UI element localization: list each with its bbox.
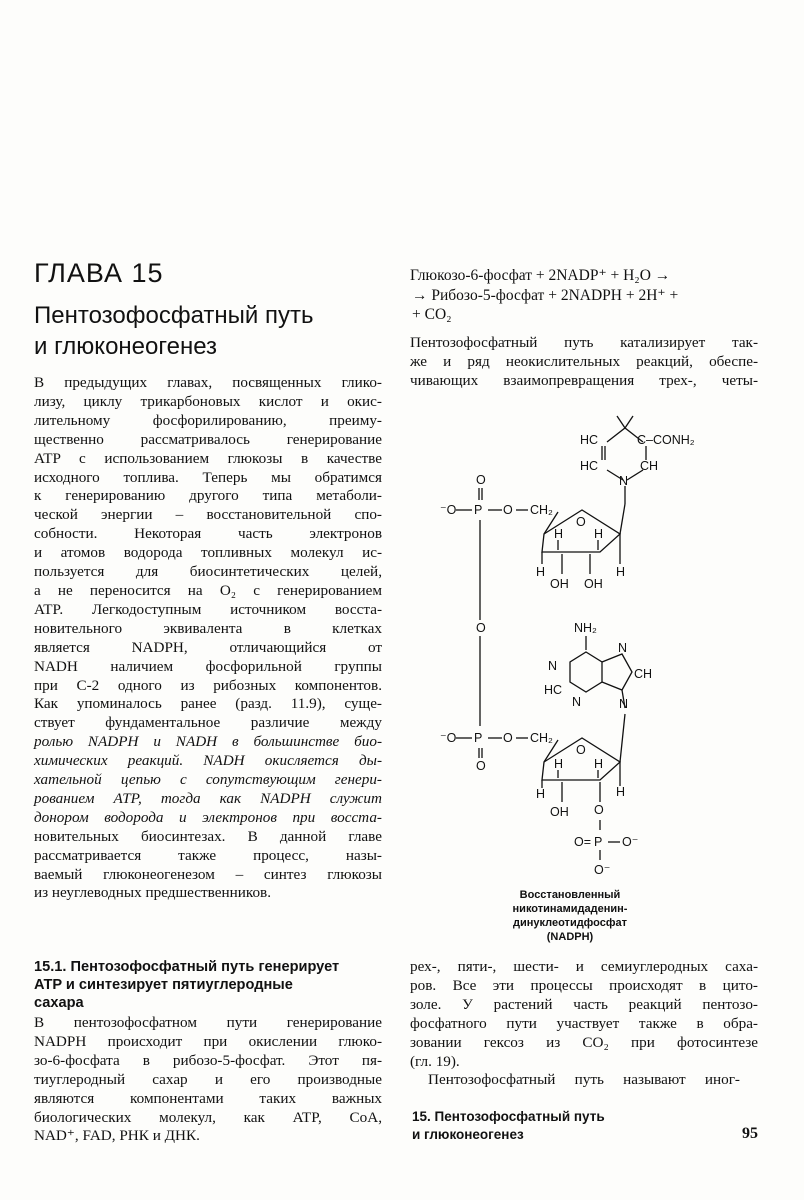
label-p: P	[474, 503, 483, 517]
text-line: В пентозофосфатном пути генерирование	[34, 1014, 382, 1031]
section-paragraph	[34, 1014, 382, 1146]
caption-line: никотинамидаденин-	[512, 903, 628, 915]
text-line: В предыдущих главах, посвященных глико-	[34, 374, 382, 391]
label-h: H	[536, 787, 546, 801]
text-line: рех-, пяти-, шести- и семиуглеродных саха-	[410, 958, 758, 975]
label-oh: OH	[584, 577, 603, 591]
text-line: лительному фосфорилированию, преиму-	[34, 411, 382, 429]
label-h: H	[594, 527, 604, 541]
equation-line: → Рибозо-5-фосфат + 2NADPH + 2H⁺ +	[412, 286, 679, 304]
text-line: (гл. 19).	[410, 1052, 460, 1070]
caption-line: динуклеотидфосфат	[513, 917, 627, 929]
upper-ribose	[536, 504, 625, 591]
label-minus-o: ⁻O	[440, 731, 457, 745]
label-oh: OH	[550, 577, 569, 591]
intro-paragraph	[34, 374, 382, 903]
text-line: является NADPH, отличающийся от	[34, 638, 382, 656]
text-line: ваемый глюконеогенезом – синтез глюкозы	[34, 865, 382, 883]
text-line: ролью NADPH и NADH в большинстве био-	[34, 733, 382, 751]
text-line: ATP с использованием глюкозы в качестве	[34, 449, 382, 467]
section-heading-line: 15.1. Пентозофосфатный путь генерирует	[34, 959, 340, 975]
label-n: N	[618, 641, 628, 655]
label-p: P	[594, 835, 603, 849]
text-line: а не переносится на O₂ с генерированием	[34, 581, 382, 599]
text-line: Как упоминалось ранее (разд. 11.9), суще-	[34, 695, 382, 713]
label-p: P	[474, 731, 483, 745]
text-line: биологических молекул, как ATP, CoA,	[34, 1108, 382, 1126]
caption-line: (NADPH)	[546, 931, 594, 943]
text-line: чивающих взаимопревращения трех-, четы-	[410, 371, 758, 389]
label-hc: HC	[580, 433, 599, 447]
label-h: H	[554, 757, 564, 771]
figure-caption	[470, 888, 670, 944]
text-line: донором водорода и электронов при восста-	[34, 808, 382, 826]
label-h: H	[536, 565, 546, 579]
text-line: лизу, циклу трикарбоновых кислот и окис-	[34, 392, 382, 410]
equation-line: + CO₂	[412, 306, 452, 323]
lower-phosphate	[440, 731, 553, 773]
label-o-minus: O⁻	[594, 863, 611, 877]
caption-line: Восстановленный	[519, 889, 621, 901]
section-heading-line: ATP и синтезирует пятиуглеродные	[34, 977, 293, 993]
text-line: и атомов водорода топливных молекул ис-	[34, 544, 382, 562]
text-line: NADPH происходит при окислении глюко-	[34, 1032, 382, 1050]
label-n: N	[619, 697, 629, 711]
label-ch: CH	[640, 459, 659, 473]
label-h: H	[616, 785, 626, 799]
text-line: ствует фундаментальное различие между	[34, 714, 382, 732]
text-line: золе. У растений часть реакций пентозо-	[410, 995, 758, 1013]
equation-line: Глюкозо-6-фосфат + 2NADP⁺ + H₂O →	[410, 267, 671, 284]
text-line: Пентозофосфатный путь называют иног-	[428, 1071, 740, 1089]
footer-line: и глюконеогенез	[412, 1127, 524, 1142]
reaction-equation	[410, 266, 678, 325]
text-line: зо-6-фосфата в рибозо-5-фосфат. Этот пя-	[34, 1051, 382, 1069]
text-line: при С-2 одного из рибозных компонентов.	[34, 676, 382, 694]
text-line: NADH наличием фосфорильной группы	[34, 657, 382, 675]
right-top-paragraph	[410, 334, 758, 391]
text-line: собности. Некоторая часть электронов	[34, 525, 382, 543]
running-footer	[412, 1108, 605, 1144]
upper-phosphate	[440, 473, 553, 726]
label-ch2: CH₂	[530, 731, 553, 745]
label-n: N	[619, 474, 629, 488]
text-line: хательной цепью с сопутствующим генери-	[34, 771, 382, 789]
text-line: тиуглеродный сахар и его производные	[34, 1070, 382, 1088]
nadph-structure-diagram	[410, 392, 780, 884]
label-o: O	[503, 503, 513, 517]
text-line: пользуется для биосинтетических целей,	[34, 563, 382, 581]
label-h: H	[594, 757, 604, 771]
chapter-title	[34, 300, 394, 362]
text-line: ATP. Легкодоступным источником восста-	[34, 600, 382, 618]
text-line: щественно рассматривалось генерирование	[34, 430, 382, 448]
footer-line: 15. Пентозофосфатный путь	[412, 1109, 605, 1124]
nicotinamide-ring	[580, 416, 695, 504]
label-h: H	[616, 565, 626, 579]
label-o-eq: O=	[574, 835, 592, 849]
text-line: являются компонентами таких важных	[34, 1089, 382, 1107]
label-nh2: NH₂	[574, 621, 597, 635]
text-line: же и ряд неокислительных реакций, обеспе-	[410, 352, 758, 370]
right-bottom-paragraph	[410, 958, 758, 1090]
label-o: O	[476, 759, 486, 773]
label-o: O	[476, 621, 486, 635]
text-line: фосфатного пути участвует также в обра-	[410, 1014, 758, 1032]
text-line: зовании гексоз из CO₂ при фотосинтезе	[410, 1033, 758, 1051]
chapter-title-line: Пентозофосфатный путь	[34, 302, 314, 329]
text-line: ческой энергии – восстановительной спо-	[34, 506, 382, 524]
label-o: O	[594, 803, 604, 817]
page-number: 95	[742, 1125, 758, 1142]
text-line: химических реакций. NADH окисляется ды-	[34, 752, 382, 770]
label-conh2: C–CONH₂	[637, 433, 695, 447]
adenine-ring	[544, 621, 652, 711]
text-line: к генерированию другого типа метаболи-	[34, 487, 382, 505]
label-o-minus: O⁻	[622, 835, 639, 849]
label-h: H	[554, 527, 564, 541]
label-o: O	[476, 473, 486, 487]
text-line: новительных биосинтезах. В данной главе	[34, 827, 382, 845]
label-o: O	[576, 743, 586, 757]
label-n: N	[572, 695, 582, 709]
label-ch2: CH₂	[530, 503, 553, 517]
label-n: N	[548, 659, 558, 673]
text-line: рованием ATP, тогда как NADPH служит	[34, 789, 382, 807]
text-line: ров. Все эти процессы происходят в цито-	[410, 976, 758, 994]
label-oh: OH	[550, 805, 569, 819]
chapter-label: ГЛАВА 15	[34, 258, 164, 288]
text-line: из неуглеводных предшественников.	[34, 884, 272, 902]
section-heading	[34, 958, 384, 1012]
label-minus-o: ⁻O	[440, 503, 457, 517]
text-line: исходного топлива. Теперь мы обратимся	[34, 468, 382, 486]
text-line: NAD⁺, FAD, РНК и ДНК.	[34, 1127, 200, 1145]
label-hc: HC	[580, 459, 599, 473]
chapter-title-line: и глюконеогенез	[34, 333, 218, 360]
label-hc: HC	[544, 683, 563, 697]
text-line: рассматривается также процесс, назы-	[34, 846, 382, 864]
section-heading-line: сахара	[34, 995, 84, 1011]
label-ch: CH	[634, 667, 653, 681]
text-line: новительного эквивалента в клетках	[34, 619, 382, 637]
label-o: O	[503, 731, 513, 745]
text-line: Пентозофосфатный путь катализирует так-	[410, 334, 758, 351]
label-o: O	[576, 515, 586, 529]
